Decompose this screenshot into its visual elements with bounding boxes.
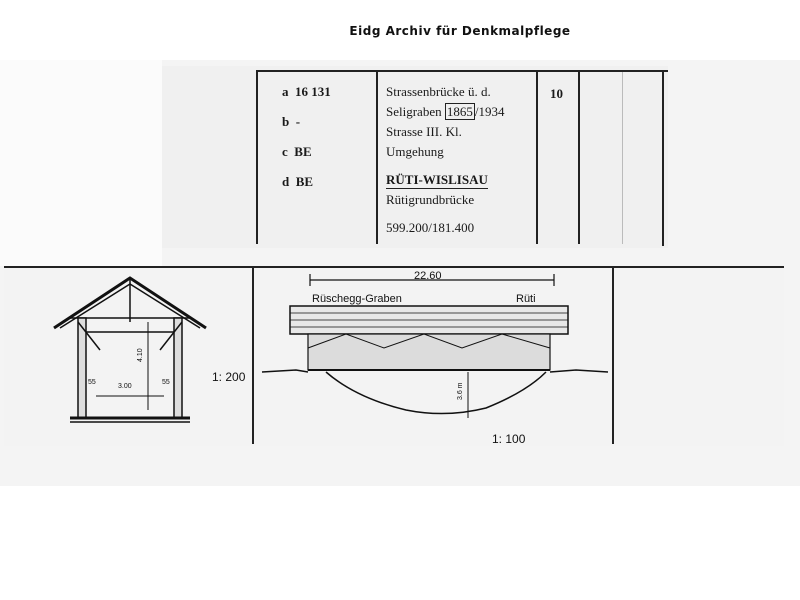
cross-section-side-left: 55 (88, 379, 96, 386)
elevation-right-label: Rüti (516, 293, 536, 305)
record-number: 10 (550, 86, 563, 101)
drawing-divider-2 (612, 266, 614, 444)
cross-section-scale: 1: 200 (212, 370, 246, 384)
elevation-left-label: Rüschegg-Graben (312, 293, 402, 305)
elevation-span: 22.60 (414, 270, 442, 282)
field-d: d BE (282, 174, 314, 189)
drawing-divider-1 (252, 266, 254, 444)
elevation-scale: 1: 100 (492, 432, 526, 446)
desc-line1: Strassenbrücke ü. d. (386, 84, 491, 99)
card-divider-5 (662, 70, 664, 246)
desc-line3: Strasse III. Kl. (386, 124, 462, 139)
desc-line2: Seligraben 1865 /1934 (386, 104, 505, 119)
card-divider-3 (536, 70, 538, 244)
desc-place: RÜTI-WISLISAU (386, 172, 488, 187)
archive-header (0, 24, 800, 38)
cross-section-drawing (40, 270, 220, 440)
card-divider-1 (256, 70, 258, 244)
field-b: b - (282, 114, 301, 129)
elevation-drawing (256, 268, 610, 438)
cross-section-side-right: 55 (162, 379, 170, 386)
card-faint-line (622, 72, 623, 244)
archive-title: Eidg Archiv für Denkmalpflege (349, 24, 571, 38)
desc-coords: 599.200/181.400 (386, 220, 475, 235)
card-divider-4 (578, 70, 580, 244)
field-a: a 16 131 (282, 84, 331, 99)
card-divider-2 (376, 70, 378, 244)
card-top-rule (256, 70, 668, 72)
year-built: 1865 (446, 104, 473, 119)
sheet-margin (0, 60, 162, 266)
desc-name: Rütigrundbrücke (386, 192, 475, 207)
cross-section-width: 3.00 (118, 383, 132, 390)
cross-section-height: 4.10 (137, 348, 144, 362)
field-c: c BE (282, 144, 312, 159)
elevation-depth: 3.6 m (457, 382, 464, 400)
desc-line4: Umgehung (386, 144, 444, 159)
